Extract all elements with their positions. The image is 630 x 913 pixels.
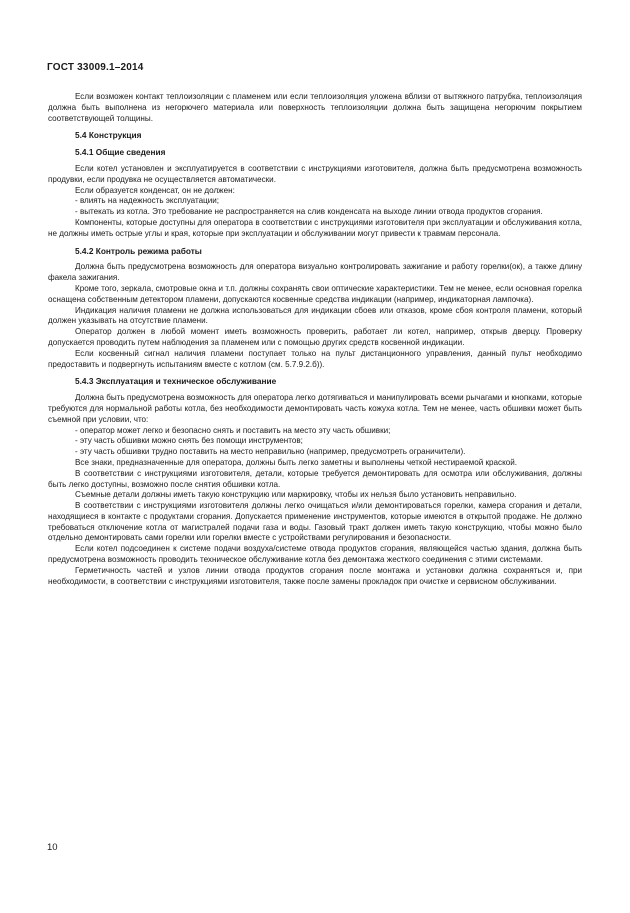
paragraph: Если котел установлен и эксплуатируется в соответствии с инструкциями изготовителя, должна быть предусмотрена возможность продувки, если продувка не осуществляется автоматически.	[48, 163, 582, 184]
section-heading-5-4: 5.4 Конструкция	[75, 130, 142, 141]
paragraph: В соответствии с инструкциями изготовителя должны легко очищаться и/или демонтироваться горелки, камера сгорания и детали, находящиеся в контакте с продуктами сгорания. Допускается применение инструментов, которые имеются в открытой продаже. Не должно требоваться отключение котла от магистралей подачи газа и воды. Газовый тракт должен иметь такую конструкцию, чтобы можно было отдельно демонтировать сами горелки или горелки вместе с устройствами регулирования и безопасности.	[48, 501, 582, 543]
paragraph: Компоненты, которые доступны для оператора в соответствии с инструкциями изготовителя при эксплуатации и обслуживания котла, не должны иметь острые углы и края, которые при эксплуатации и обслуживании могут привести к травмам персонала.	[48, 217, 582, 238]
paragraph: Должна быть предусмотрена возможность для оператора легко дотягиваться и манипулировать всеми рычагами и кнопками, которые требуются для нормальной работы котла, без необходимости демонтировать часть кожуха котла. Тем не менее, часть обшивки может быть съемной при условии, что:	[48, 393, 582, 424]
paragraph: Кроме того, зеркала, смотровые окна и т.п. должны сохранять свои оптические характеристики. Тем не менее, если основная горелка оснащена собственным детектором пламени, допускаются косвенные средства индикации (например, индикаторная лампочка).	[48, 283, 582, 304]
paragraph: Должна быть предусмотрена возможность для оператора визуально контролировать зажигание и работу горелки(ок), а также длину факела зажигания.	[48, 262, 582, 283]
paragraph: Съемные детали должны иметь такую конструкцию или маркировку, чтобы их нельзя было установить неправильно.	[75, 490, 517, 500]
paragraph: Если образуется конденсат, он не должен:	[75, 185, 235, 195]
paragraph: Оператор должен в любой момент иметь возможность проверить, работает ли котел, например, открыв дверцу. Проверку допускается проводить путем наблюдения за пламенем или с помощью других средств косвенной индикации.	[48, 327, 582, 347]
list-item: - оператор может легко и безопасно снять и поставить на место эту часть обшивки;	[75, 425, 391, 435]
paragraph: Если котел подсоединен к системе подачи воздуха/системе отвода продуктов сгорания, являющейся частью здания, должна быть предусмотрена возможность проводить техническое обслуживание котла без демонтажа жесткого соединения с этими системами.	[48, 544, 582, 565]
document-body	[48, 92, 582, 587]
document-header: ГОСТ 33009.1–2014	[47, 62, 144, 73]
paragraph: Если косвенный сигнал наличия пламени поступает только на пульт дистанционного управления, данный пульт необходимо предоставить и подвергнуть испытаниям вместе с котлом (см. 5.7.9.2.б)).	[48, 348, 582, 369]
section-heading-5-4-3: 5.4.3 Эксплуатация и техническое обслуживание	[75, 376, 277, 387]
list-item: - эту часть обшивки трудно поставить на место неправильно (например, предусмотреть ограничители).	[75, 447, 466, 457]
list-item: - влиять на надежность эксплуатации;	[75, 196, 220, 206]
paragraph: Герметичность частей и узлов линии отвода продуктов сгорания после монтажа и установки должна сохраняться и, при необходимости, в соответствии с инструкциями изготовителя, также после замены прокладок при очистке и сервисном обслуживании.	[48, 565, 582, 586]
paragraph: Все знаки, предназначенные для оператора, должны быть легко заметны и выполнены четкой нестираемой краской.	[75, 457, 517, 467]
section-heading-5-4-2: 5.4.2 Контроль режима работы	[75, 245, 202, 256]
list-item: - вытекать из котла. Это требование не распространяется на слив конденсата на выходе линии отвода продуктов сгорания.	[75, 207, 543, 217]
list-item: - эту часть обшивки можно снять без помощи инструментов;	[75, 436, 303, 446]
page-number: 10	[47, 842, 58, 853]
paragraph: В соответствии с инструкциями изготовителя, детали, которые требуется демонтировать для осмотра или обслуживания, должны быть легко доступны, возможно после снятия обшивки котла.	[48, 468, 582, 489]
paragraph: Если возможен контакт теплоизоляции с пламенем или если теплоизоляция уложена вблизи от вытяжного патрубка, теплоизоляция должна быть выполнена из негорючего материала или поверхность теплоизоляции должна быть защищена негорючим покрытием соответствующей толщины.	[48, 92, 582, 123]
section-heading-5-4-1: 5.4.1 Общие сведения	[75, 147, 166, 158]
paragraph: Индикация наличия пламени не должна использоваться для индикации сбоев или отказов, кроме сбоя контроля пламени, который должен указывать на отсутствие пламени.	[48, 305, 582, 326]
